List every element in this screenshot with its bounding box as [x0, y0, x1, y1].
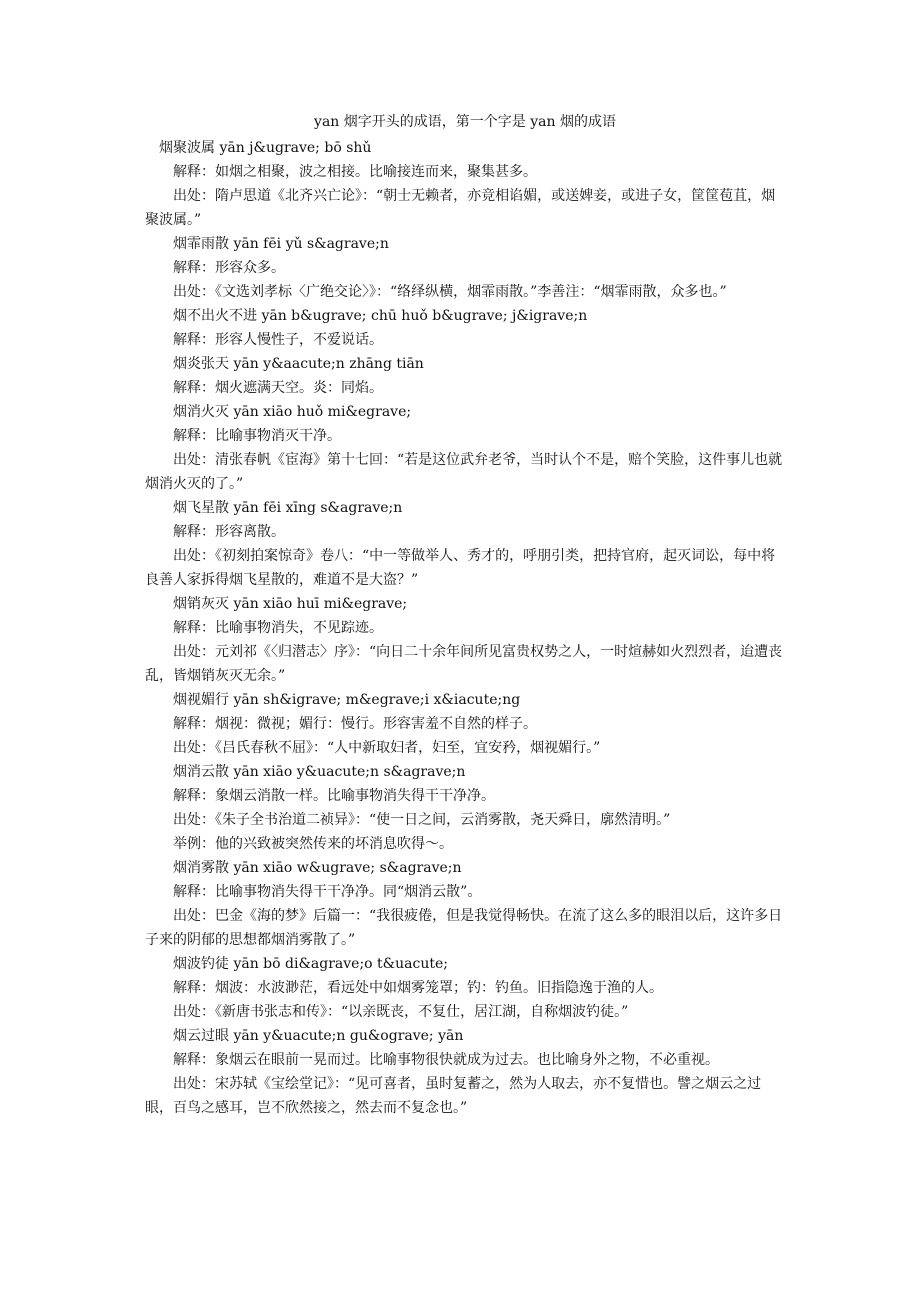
idiom-source: 出处：宋苏轼《宝绘堂记》：“见可喜者，虽时复蓄之，然为人取去，亦不复惜也。譬之烟云之过眼，百鸟之感耳，岂不欣然接之，然去而不复念也。” — [145, 1076, 762, 1116]
idiom-entry — [145, 1024, 785, 1120]
idiom-explanation: 解释：象烟云消散一样。比喻事物消失得干干净净。 — [173, 788, 495, 804]
document-title: yan 烟字开头的成语，第一个字是 yan 烟的成语 — [314, 114, 616, 130]
idiom-heading: 烟云过眼 yān y&uacute;n gu&ograve; yān — [173, 1028, 464, 1044]
idiom-entry — [145, 232, 785, 304]
idiom-example: 举例：他的兴致被突然传来的坏消息吹得～。 — [173, 836, 453, 852]
idiom-explanation: 解释：烟火遮满天空。炎：同焰。 — [173, 380, 383, 396]
idiom-source: 出处：隋卢思道《北齐兴亡论》：“朝士无赖者，亦竞相谄媚，或送婢妾，或进子女，筐筐苞苴，烟聚波属。” — [145, 188, 776, 228]
idiom-explanation: 解释：如烟之相聚，波之相接。比喻接连而来，聚集甚多。 — [173, 164, 537, 180]
idiom-source: 出处：《新唐书张志和传》：“以亲既丧，不复仕，居江湖，自称烟波钓徒。” — [173, 1004, 629, 1020]
idiom-explanation: 解释：比喻事物消失得干干净净。同“烟消云散”。 — [173, 884, 482, 900]
idiom-source: 出处：元刘祁《〈归潜志〉序》：“向日二十余年间所见富贵权势之人，一时煊赫如火烈烈者，迨遭丧乱，皆烟销灰灭无余。” — [145, 644, 783, 684]
idiom-heading: 烟消雾散 yān xiāo w&ugrave; s&agrave;n — [173, 860, 462, 876]
idiom-source: 出处：《朱子全书治道二祯异》：“使一日之间，云消雾散，尧天舜日，廓然清明。” — [173, 812, 671, 828]
idiom-source: 出处：《文选刘孝标〈广绝交论〉》：“络绎纵横，烟霏雨散。”李善注：“烟霏雨散，众多也。” — [173, 284, 727, 300]
idiom-source: 出处：清张春帆《宦海》第十七回：“若是这位武弁老爷，当时认个不是，赔个笑脸，这件事儿也就烟消火灭的了。” — [145, 452, 783, 492]
idiom-explanation: 解释：烟视：微视；媚行：慢行。形容害羞不自然的样子。 — [173, 716, 537, 732]
idiom-heading: 烟不出火不进 yān b&ugrave; chū huǒ b&ugrave; j&igrave;n — [173, 308, 588, 324]
idiom-heading: 烟炎张天 yān y&aacute;n zhāng tiān — [173, 356, 424, 372]
idiom-entry — [145, 304, 785, 352]
idiom-explanation: 解释：形容众多。 — [173, 260, 285, 276]
idiom-heading: 烟波钓徒 yān bō di&agrave;o t&uacute; — [173, 956, 448, 972]
idiom-entry — [145, 136, 785, 232]
idiom-heading: 烟销灰灭 yān xiāo huī mi&egrave; — [173, 596, 408, 612]
idiom-heading: 烟消云散 yān xiāo y&uacute;n s&agrave;n — [173, 764, 466, 780]
idiom-explanation: 解释：比喻事物消灭干净。 — [173, 428, 341, 444]
idiom-heading: 烟聚波属 yān j&ugrave; bō shǔ — [159, 140, 372, 156]
idiom-entry — [145, 688, 785, 760]
idiom-source: 出处：《初刻拍案惊奇》卷八：“中一等做举人、秀才的，呼朋引类，把持官府，起灭词讼，每中将良善人家拆得烟飞星散的，难道不是大盗？” — [145, 548, 776, 588]
idiom-heading: 烟飞星散 yān fēi xīng s&agrave;n — [173, 500, 403, 516]
idiom-entry — [145, 952, 785, 1024]
idiom-entry — [145, 592, 785, 688]
idiom-entry — [145, 856, 785, 952]
idiom-heading: 烟视媚行 yān sh&igrave; m&egrave;i x&iacute;ng — [173, 692, 521, 708]
idiom-entry — [145, 496, 785, 592]
idiom-heading: 烟消火灭 yān xiāo huǒ mi&egrave; — [173, 404, 412, 420]
idiom-explanation: 解释：象烟云在眼前一晃而过。比喻事物很快就成为过去。也比喻身外之物，不必重视。 — [173, 1052, 719, 1068]
idiom-explanation: 解释：烟波：水波渺茫，看远处中如烟雾笼罩；钓：钓鱼。旧指隐逸于渔的人。 — [173, 980, 663, 996]
idiom-entry — [145, 400, 785, 496]
idiom-entry — [145, 352, 785, 400]
idiom-explanation: 解释：形容离散。 — [173, 524, 285, 540]
document-body — [145, 110, 785, 1120]
idiom-source: 出处：《吕氏春秋不屈》：“人中新取妇者，妇至，宜安矜，烟视媚行。” — [173, 740, 601, 756]
idiom-explanation: 解释：比喻事物消失，不见踪迹。 — [173, 620, 383, 636]
idiom-entry — [145, 760, 785, 856]
idiom-source: 出处：巴金《海的梦》后篇一：“我很疲倦，但是我觉得畅快。在流了这么多的眼泪以后，这许多日子来的阴郁的思想都烟消雾散了。” — [145, 908, 783, 948]
idiom-heading: 烟霏雨散 yān fēi yǔ s&agrave;n — [173, 236, 389, 252]
idiom-explanation: 解释：形容人慢性子，不爱说话。 — [173, 332, 383, 348]
